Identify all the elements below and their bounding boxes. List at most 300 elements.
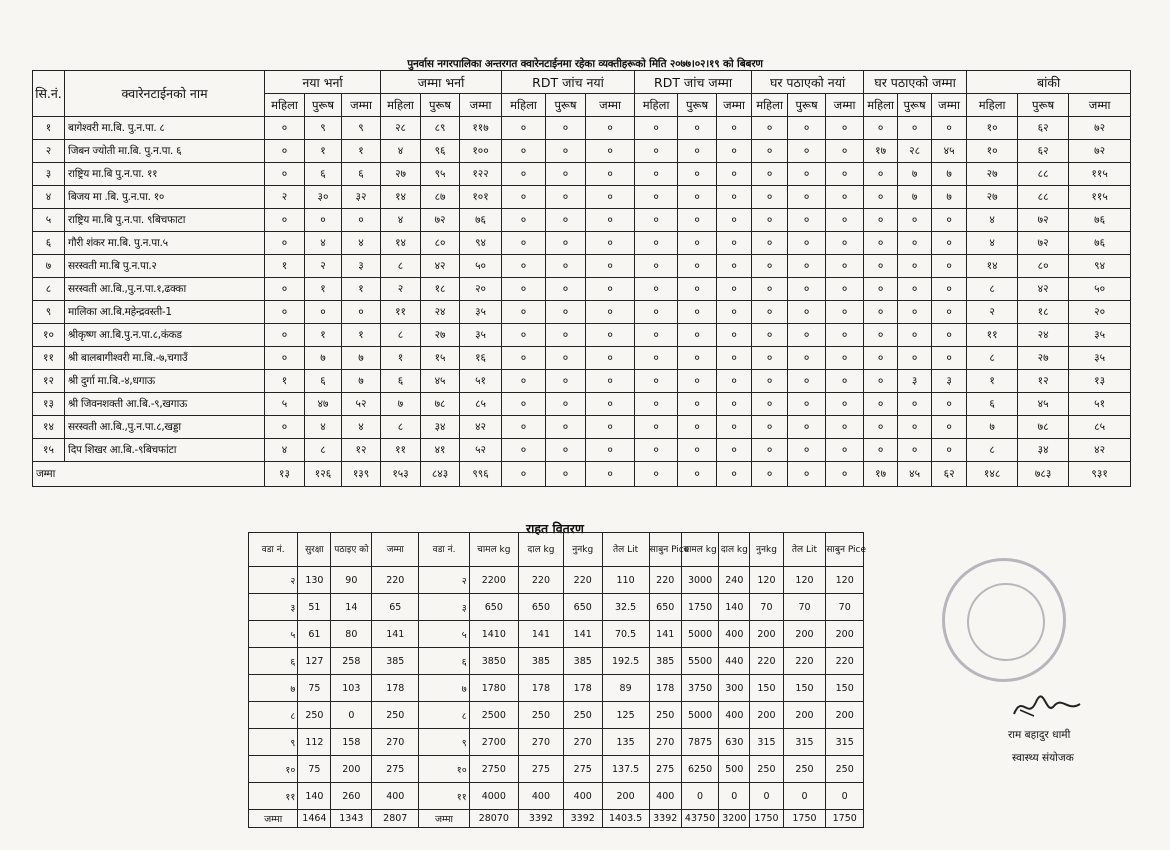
table-row bbox=[33, 117, 1131, 140]
value-cell: ० bbox=[635, 232, 678, 255]
serial-number: ३ bbox=[33, 163, 65, 186]
relief-cell: 127 bbox=[298, 648, 331, 675]
relief-cell: 89 bbox=[602, 675, 649, 702]
value-cell: ८ bbox=[381, 324, 421, 347]
value-cell: २ bbox=[967, 301, 1018, 324]
relief-cell: 137.5 bbox=[602, 756, 649, 783]
relief-cell: 650 bbox=[469, 594, 518, 621]
value-cell: ० bbox=[502, 301, 546, 324]
value-cell: ० bbox=[826, 186, 864, 209]
value-cell: ० bbox=[678, 301, 717, 324]
relief-cell: 240 bbox=[719, 567, 750, 594]
value-cell: २८ bbox=[381, 117, 421, 140]
value-cell: ७ bbox=[967, 416, 1018, 439]
value-cell: ० bbox=[635, 439, 678, 462]
relief-cell: 0 bbox=[331, 702, 372, 729]
value-cell: ० bbox=[826, 301, 864, 324]
relief-cell: 103 bbox=[331, 675, 372, 702]
serial-number: १ bbox=[33, 117, 65, 140]
header-group: जम्मा भर्ना bbox=[381, 71, 502, 94]
value-cell: ० bbox=[898, 301, 932, 324]
sub-header: जम्मा bbox=[342, 94, 381, 117]
value-cell: ३ bbox=[898, 370, 932, 393]
relief-table bbox=[248, 532, 867, 828]
relief-cell: ५ bbox=[249, 621, 298, 648]
value-cell: ७८ bbox=[421, 393, 460, 416]
value-cell: ० bbox=[586, 140, 635, 163]
sub-header: पुरूष bbox=[678, 94, 717, 117]
relief-cell: 385 bbox=[649, 648, 681, 675]
relief-row bbox=[249, 756, 864, 783]
relief-row bbox=[249, 675, 864, 702]
total-value: १७ bbox=[864, 462, 898, 487]
value-cell: ७ bbox=[342, 347, 381, 370]
relief-header: वडा नं. bbox=[249, 533, 298, 567]
value-cell: १ bbox=[342, 324, 381, 347]
relief-header: दाल kg bbox=[719, 533, 750, 567]
value-cell: ० bbox=[932, 439, 967, 462]
value-cell: ५० bbox=[460, 255, 502, 278]
relief-total-cell: 28070 bbox=[469, 810, 518, 828]
value-cell: ० bbox=[826, 232, 864, 255]
relief-cell: ६ bbox=[249, 648, 298, 675]
value-cell: १८ bbox=[1018, 301, 1069, 324]
value-cell: ० bbox=[717, 209, 752, 232]
relief-cell: 315 bbox=[826, 729, 864, 756]
serial-number: १४ bbox=[33, 416, 65, 439]
value-cell: ० bbox=[752, 324, 788, 347]
value-cell: ० bbox=[502, 324, 546, 347]
relief-cell: 192.5 bbox=[602, 648, 649, 675]
value-cell: ० bbox=[864, 163, 898, 186]
relief-cell: 220 bbox=[563, 567, 602, 594]
relief-cell: ११ bbox=[249, 783, 298, 810]
value-cell: १२२ bbox=[460, 163, 502, 186]
quarantine-name: मालिका आ.बि.महेन्द्रवस्ती-1 bbox=[65, 301, 265, 324]
value-cell: ० bbox=[864, 347, 898, 370]
value-cell: ० bbox=[898, 255, 932, 278]
sub-header: जम्मा bbox=[932, 94, 967, 117]
relief-row bbox=[249, 702, 864, 729]
value-cell: ० bbox=[546, 117, 586, 140]
value-cell: ० bbox=[305, 209, 342, 232]
value-cell: ९५ bbox=[421, 163, 460, 186]
value-cell: ० bbox=[864, 278, 898, 301]
value-cell: ० bbox=[717, 324, 752, 347]
relief-cell: ९ bbox=[419, 729, 469, 756]
relief-cell: 150 bbox=[783, 675, 826, 702]
value-cell: ८८ bbox=[1018, 186, 1069, 209]
value-cell: ० bbox=[932, 209, 967, 232]
value-cell: ० bbox=[717, 278, 752, 301]
table-row bbox=[33, 301, 1131, 324]
relief-cell: 51 bbox=[298, 594, 331, 621]
relief-cell: 385 bbox=[563, 648, 602, 675]
value-cell: ८ bbox=[967, 439, 1018, 462]
value-cell: ५२ bbox=[460, 439, 502, 462]
relief-cell: 0 bbox=[783, 783, 826, 810]
value-cell: १ bbox=[305, 140, 342, 163]
value-cell: ० bbox=[864, 301, 898, 324]
total-value: १५३ bbox=[381, 462, 421, 487]
relief-cell: 250 bbox=[563, 702, 602, 729]
value-cell: ० bbox=[678, 347, 717, 370]
value-cell: ० bbox=[586, 393, 635, 416]
quarantine-name: सरस्वती मा.बि पु.न.पा.२ bbox=[65, 255, 265, 278]
value-cell: ० bbox=[788, 439, 826, 462]
relief-total-cell: 3392 bbox=[518, 810, 563, 828]
relief-total-cell: जम्मा bbox=[249, 810, 298, 828]
sub-header: महिला bbox=[381, 94, 421, 117]
value-cell: ० bbox=[788, 393, 826, 416]
relief-cell: 220 bbox=[518, 567, 563, 594]
value-cell: ० bbox=[898, 117, 932, 140]
value-cell: १४ bbox=[381, 186, 421, 209]
value-cell: १ bbox=[305, 324, 342, 347]
signature bbox=[1010, 690, 1090, 726]
value-cell: ० bbox=[826, 209, 864, 232]
value-cell: ० bbox=[678, 439, 717, 462]
value-cell: ० bbox=[717, 255, 752, 278]
table-row bbox=[33, 324, 1131, 347]
relief-cell: 300 bbox=[719, 675, 750, 702]
office-seal bbox=[942, 558, 1066, 682]
relief-total-cell: 3392 bbox=[649, 810, 681, 828]
value-cell: ७ bbox=[381, 393, 421, 416]
value-cell: १ bbox=[342, 278, 381, 301]
value-cell: ० bbox=[265, 347, 305, 370]
relief-cell: 220 bbox=[826, 648, 864, 675]
quarantine-name: श्री दुर्गा मा.बि.-४,धगाऊ bbox=[65, 370, 265, 393]
value-cell: १ bbox=[305, 278, 342, 301]
signer-name: राम बहादुर धामी bbox=[1008, 729, 1071, 741]
value-cell: ८० bbox=[421, 232, 460, 255]
total-value: ४५ bbox=[898, 462, 932, 487]
value-cell: ० bbox=[864, 255, 898, 278]
value-cell: ० bbox=[678, 278, 717, 301]
relief-cell: 32.5 bbox=[602, 594, 649, 621]
relief-header: पठाइए को bbox=[331, 533, 372, 567]
relief-cell: 80 bbox=[331, 621, 372, 648]
relief-header: साबुन Pice bbox=[826, 533, 864, 567]
relief-cell: 650 bbox=[563, 594, 602, 621]
value-cell: ११ bbox=[381, 439, 421, 462]
header-name: क्वारेनटाईनको नाम bbox=[65, 71, 265, 117]
relief-cell: ३ bbox=[249, 594, 298, 621]
relief-cell: 120 bbox=[783, 567, 826, 594]
value-cell: ४ bbox=[381, 209, 421, 232]
value-cell: ० bbox=[502, 255, 546, 278]
relief-cell: 220 bbox=[783, 648, 826, 675]
total-value: ० bbox=[826, 462, 864, 487]
relief-cell: 135 bbox=[602, 729, 649, 756]
value-cell: ० bbox=[752, 163, 788, 186]
value-cell: ७२ bbox=[1018, 209, 1069, 232]
value-cell: ० bbox=[586, 117, 635, 140]
relief-cell: 6250 bbox=[681, 756, 719, 783]
value-cell: १ bbox=[265, 255, 305, 278]
value-cell: ० bbox=[265, 278, 305, 301]
sub-header: पुरूष bbox=[421, 94, 460, 117]
serial-number: २ bbox=[33, 140, 65, 163]
value-cell: ० bbox=[502, 278, 546, 301]
quarantine-name: श्री बालबागीश्वरी मा.बि.-७,चगाउँ bbox=[65, 347, 265, 370]
relief-header: दाल kg bbox=[518, 533, 563, 567]
value-cell: ४ bbox=[265, 439, 305, 462]
value-cell: ० bbox=[502, 186, 546, 209]
value-cell: ० bbox=[717, 232, 752, 255]
value-cell: ० bbox=[898, 209, 932, 232]
value-cell: ० bbox=[265, 416, 305, 439]
value-cell: १ bbox=[967, 370, 1018, 393]
value-cell: ७ bbox=[342, 370, 381, 393]
relief-cell: 125 bbox=[602, 702, 649, 729]
value-cell: ७६ bbox=[1069, 232, 1131, 255]
value-cell: ० bbox=[265, 209, 305, 232]
value-cell: ० bbox=[898, 324, 932, 347]
value-cell: ३ bbox=[932, 370, 967, 393]
value-cell: ० bbox=[342, 301, 381, 324]
value-cell: ० bbox=[898, 416, 932, 439]
value-cell: ० bbox=[635, 209, 678, 232]
relief-cell: 140 bbox=[719, 594, 750, 621]
relief-cell: 150 bbox=[750, 675, 783, 702]
serial-number: ९ bbox=[33, 301, 65, 324]
relief-cell: 14 bbox=[331, 594, 372, 621]
value-cell: १४ bbox=[381, 232, 421, 255]
value-cell: ० bbox=[678, 255, 717, 278]
total-value: ० bbox=[678, 462, 717, 487]
relief-cell: 5000 bbox=[681, 702, 719, 729]
value-cell: ६ bbox=[305, 163, 342, 186]
relief-cell: 440 bbox=[719, 648, 750, 675]
serial-number: ८ bbox=[33, 278, 65, 301]
group-header-row bbox=[33, 71, 1131, 94]
sub-header: जम्मा bbox=[826, 94, 864, 117]
value-cell: ० bbox=[898, 232, 932, 255]
serial-number: ७ bbox=[33, 255, 65, 278]
value-cell: ८ bbox=[967, 347, 1018, 370]
relief-cell: 110 bbox=[602, 567, 649, 594]
relief-header-row bbox=[249, 533, 864, 567]
value-cell: ० bbox=[932, 232, 967, 255]
value-cell: २० bbox=[460, 278, 502, 301]
value-cell: ० bbox=[864, 186, 898, 209]
value-cell: १८ bbox=[421, 278, 460, 301]
value-cell: ० bbox=[586, 209, 635, 232]
value-cell: ० bbox=[265, 163, 305, 186]
value-cell: १ bbox=[381, 347, 421, 370]
value-cell: ८ bbox=[305, 439, 342, 462]
value-cell: ७२ bbox=[421, 209, 460, 232]
relief-cell: 220 bbox=[372, 567, 419, 594]
value-cell: ० bbox=[932, 117, 967, 140]
relief-total-row bbox=[249, 810, 864, 828]
table-row bbox=[33, 439, 1131, 462]
relief-cell: 200 bbox=[331, 756, 372, 783]
value-cell: ६ bbox=[305, 370, 342, 393]
relief-total-cell: 1750 bbox=[750, 810, 783, 828]
relief-cell: 141 bbox=[563, 621, 602, 648]
header-sn: सि.नं. bbox=[33, 71, 65, 117]
value-cell: ६२ bbox=[1018, 117, 1069, 140]
value-cell: ० bbox=[752, 232, 788, 255]
value-cell: ० bbox=[898, 347, 932, 370]
value-cell: २४ bbox=[1018, 324, 1069, 347]
value-cell: १२ bbox=[342, 439, 381, 462]
value-cell: ७२ bbox=[1069, 140, 1131, 163]
value-cell: ० bbox=[502, 416, 546, 439]
value-cell: ५२ bbox=[342, 393, 381, 416]
value-cell: ० bbox=[635, 324, 678, 347]
relief-cell: 220 bbox=[750, 648, 783, 675]
relief-cell: 250 bbox=[826, 756, 864, 783]
value-cell: ४२ bbox=[1018, 278, 1069, 301]
value-cell: ० bbox=[502, 393, 546, 416]
value-cell: १२ bbox=[1018, 370, 1069, 393]
relief-cell: २ bbox=[419, 567, 469, 594]
value-cell: २७ bbox=[381, 163, 421, 186]
value-cell: ४२ bbox=[460, 416, 502, 439]
value-cell: २७ bbox=[967, 163, 1018, 186]
value-cell: १ bbox=[265, 370, 305, 393]
value-cell: ११ bbox=[967, 324, 1018, 347]
value-cell: ० bbox=[752, 439, 788, 462]
value-cell: ८७ bbox=[421, 186, 460, 209]
value-cell: ० bbox=[678, 209, 717, 232]
sub-header: जम्मा bbox=[717, 94, 752, 117]
value-cell: ० bbox=[826, 117, 864, 140]
relief-cell: 75 bbox=[298, 756, 331, 783]
relief-cell: ७ bbox=[249, 675, 298, 702]
value-cell: ० bbox=[717, 370, 752, 393]
value-cell: ० bbox=[502, 232, 546, 255]
relief-row bbox=[249, 594, 864, 621]
total-value: ० bbox=[502, 462, 546, 487]
relief-cell: 140 bbox=[298, 783, 331, 810]
value-cell: ३५ bbox=[1069, 347, 1131, 370]
value-cell: ० bbox=[752, 393, 788, 416]
header-group: RDT जांच नयां bbox=[502, 71, 635, 94]
sub-header: पुरूष bbox=[1018, 94, 1069, 117]
value-cell: ० bbox=[864, 209, 898, 232]
relief-cell: 200 bbox=[826, 621, 864, 648]
value-cell: ४२ bbox=[1069, 439, 1131, 462]
relief-cell: 3750 bbox=[681, 675, 719, 702]
value-cell: ८५ bbox=[460, 393, 502, 416]
value-cell: ४ bbox=[342, 416, 381, 439]
value-cell: ० bbox=[932, 278, 967, 301]
serial-number: १३ bbox=[33, 393, 65, 416]
relief-header: जम्मा bbox=[372, 533, 419, 567]
value-cell: ० bbox=[788, 324, 826, 347]
relief-cell: 141 bbox=[372, 621, 419, 648]
value-cell: ० bbox=[932, 416, 967, 439]
value-cell: ० bbox=[788, 278, 826, 301]
value-cell: ० bbox=[752, 347, 788, 370]
value-cell: ० bbox=[635, 347, 678, 370]
total-value: ० bbox=[752, 462, 788, 487]
relief-cell: 141 bbox=[518, 621, 563, 648]
header-group: घर पठाएको जम्मा bbox=[864, 71, 967, 94]
relief-cell: 400 bbox=[719, 702, 750, 729]
relief-total-cell: 1750 bbox=[783, 810, 826, 828]
serial-number: १० bbox=[33, 324, 65, 347]
header-group: घर पठाएको नयां bbox=[752, 71, 864, 94]
relief-cell: 5000 bbox=[681, 621, 719, 648]
value-cell: ० bbox=[752, 209, 788, 232]
value-cell: ९ bbox=[305, 117, 342, 140]
value-cell: ० bbox=[586, 301, 635, 324]
value-cell: ० bbox=[546, 324, 586, 347]
value-cell: ० bbox=[502, 439, 546, 462]
value-cell: ० bbox=[717, 140, 752, 163]
relief-cell: 130 bbox=[298, 567, 331, 594]
value-cell: ० bbox=[826, 255, 864, 278]
value-cell: ४ bbox=[381, 140, 421, 163]
relief-cell: 200 bbox=[602, 783, 649, 810]
relief-cell: 75 bbox=[298, 675, 331, 702]
relief-cell: 200 bbox=[750, 621, 783, 648]
relief-cell: 315 bbox=[750, 729, 783, 756]
value-cell: ११ bbox=[381, 301, 421, 324]
value-cell: ३ bbox=[342, 255, 381, 278]
relief-cell: 400 bbox=[719, 621, 750, 648]
relief-total-cell: जम्मा bbox=[419, 810, 469, 828]
relief-header: चामल kg bbox=[681, 533, 719, 567]
relief-cell: ५ bbox=[419, 621, 469, 648]
relief-cell: 70 bbox=[783, 594, 826, 621]
value-cell: ० bbox=[635, 255, 678, 278]
relief-total-cell: 3200 bbox=[719, 810, 750, 828]
value-cell: ० bbox=[788, 232, 826, 255]
value-cell: २ bbox=[265, 186, 305, 209]
total-value: ९३१ bbox=[1069, 462, 1131, 487]
value-cell: ० bbox=[546, 393, 586, 416]
relief-cell: 220 bbox=[649, 567, 681, 594]
value-cell: ० bbox=[932, 301, 967, 324]
value-cell: ० bbox=[864, 324, 898, 347]
value-cell: ० bbox=[635, 278, 678, 301]
value-cell: ७ bbox=[932, 186, 967, 209]
value-cell: ० bbox=[546, 301, 586, 324]
value-cell: ११७ bbox=[460, 117, 502, 140]
value-cell: ० bbox=[502, 117, 546, 140]
relief-total-cell: 3392 bbox=[563, 810, 602, 828]
value-cell: ० bbox=[752, 370, 788, 393]
relief-cell: 2700 bbox=[469, 729, 518, 756]
value-cell: ० bbox=[752, 416, 788, 439]
relief-cell: 3850 bbox=[469, 648, 518, 675]
value-cell: ० bbox=[752, 278, 788, 301]
value-cell: ० bbox=[586, 347, 635, 370]
value-cell: ० bbox=[717, 163, 752, 186]
relief-row bbox=[249, 729, 864, 756]
value-cell: ० bbox=[635, 370, 678, 393]
sub-header: पुरूष bbox=[305, 94, 342, 117]
value-cell: ११५ bbox=[1069, 186, 1131, 209]
value-cell: ० bbox=[502, 370, 546, 393]
value-cell: १४ bbox=[967, 255, 1018, 278]
quarantine-name: राष्ट्रिय मा.बि पु.न.पा. ११ bbox=[65, 163, 265, 186]
value-cell: ७ bbox=[305, 347, 342, 370]
value-cell: ७ bbox=[898, 163, 932, 186]
value-cell: ० bbox=[788, 140, 826, 163]
value-cell: ० bbox=[788, 255, 826, 278]
sub-header: पुरूष bbox=[546, 94, 586, 117]
value-cell: ९४ bbox=[460, 232, 502, 255]
sub-header: जम्मा bbox=[586, 94, 635, 117]
